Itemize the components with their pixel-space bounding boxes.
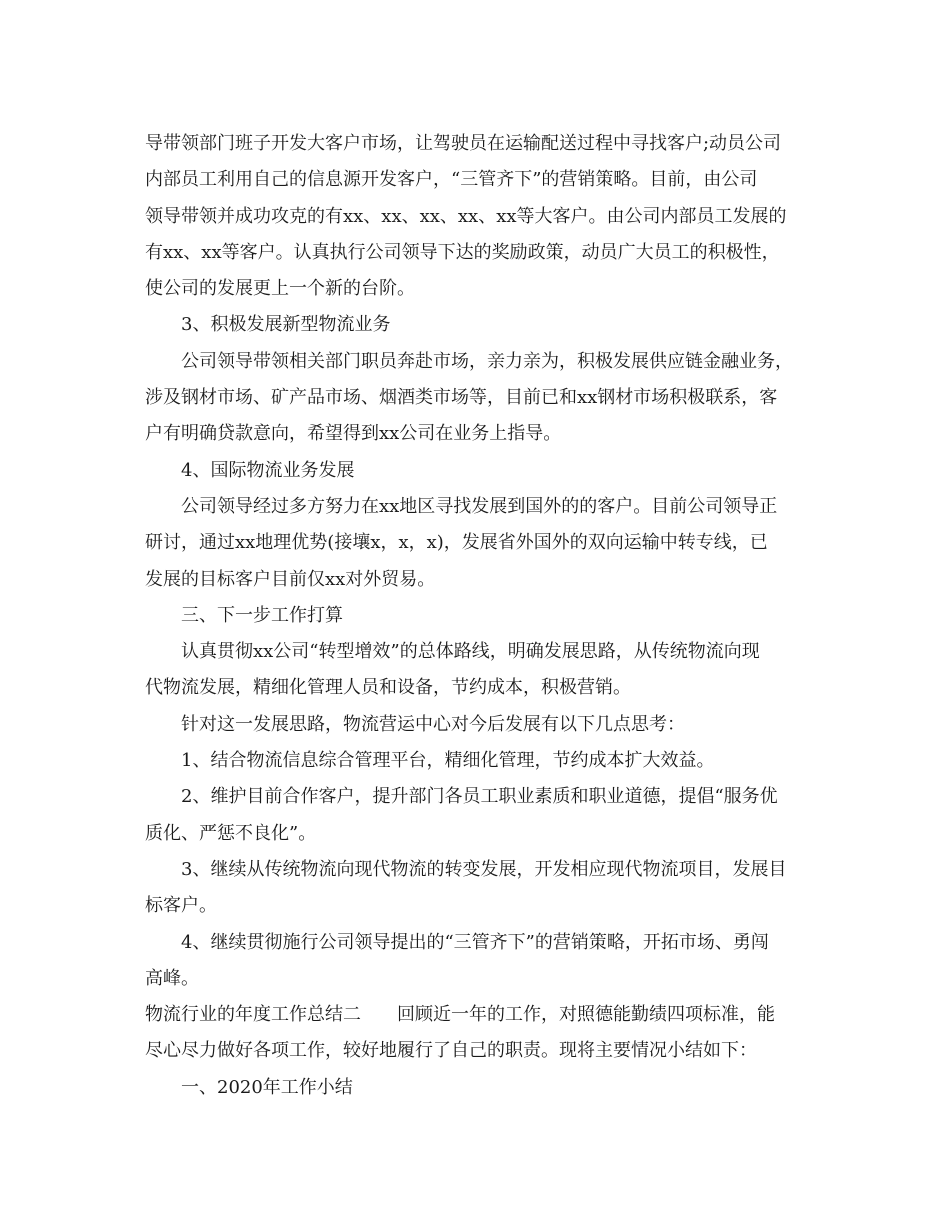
section-heading: 三、下一步工作打算 bbox=[181, 604, 343, 626]
text-line: 户有明确贷款意向，希望得到xx公司在业务上指导。 bbox=[145, 423, 562, 445]
section-heading: 4、国际物流业务发展 bbox=[181, 459, 355, 481]
text-line: 领导带领并成功攻克的有xx、xx、xx、xx、xx等大客户。由公司内部员工发展的 bbox=[145, 205, 787, 227]
text-line: 质化、严惩不良化”。 bbox=[145, 822, 317, 844]
text-line: 研讨，通过xx地理优势(接壤x，x，x)，发展省外国外的双向运输中转专线，已 bbox=[145, 532, 768, 554]
text-line: 尽心尽力做好各项工作，较好地履行了自己的职责。现将主要情况小结如下： bbox=[145, 1040, 757, 1062]
text-line: 导带领部门班子开发大客户市场，让驾驶员在运输配送过程中寻找客户;动员公司 bbox=[145, 133, 782, 154]
text-line: 标客户。 bbox=[145, 895, 217, 917]
text-line: 涉及钢材市场、矿产品市场、烟酒类市场等，目前已和xx钢材市场积极联系，客 bbox=[145, 387, 778, 409]
list-item: 1、结合物流信息综合管理平台，精细化管理，节约成本扩大效益。 bbox=[181, 750, 715, 772]
text-line: 高峰。 bbox=[145, 967, 199, 989]
text-line: 公司领导经过多方努力在xx地区寻找发展到国外的的客户。目前公司领导正 bbox=[181, 495, 778, 517]
text-line: 代物流发展，精细化管理人员和设备，节约成本，积极营销。 bbox=[145, 677, 631, 699]
section-heading: 一、2020年工作小结 bbox=[181, 1076, 353, 1098]
text-line: 使公司的发展更上一个新的台阶。 bbox=[145, 278, 415, 300]
document-subtitle-line: 物流行业的年度工作总结二 回顾近一年的工作，对照德能勤绩四项标准，能 bbox=[145, 1004, 775, 1026]
text-line: 内部员工利用自己的信息源开发客户，“三管齐下”的营销策略。目前，由公司 bbox=[145, 169, 758, 191]
list-item: 4、继续贯彻施行公司领导提出的“三管齐下”的营销策略，开拓市场、勇闯 bbox=[181, 931, 769, 953]
document-body bbox=[145, 126, 810, 1106]
text-line: 公司领导带领相关部门职员奔赴市场，亲力亲为，积极发展供应链金融业务， bbox=[181, 350, 793, 372]
text-line: 认真贯彻xx公司“转型增效”的总体路线，明确发展思路，从传统物流向现 bbox=[181, 641, 760, 663]
section-heading: 3、积极发展新型物流业务 bbox=[181, 314, 391, 336]
text-line: 针对这一发展思路，物流营运中心对今后发展有以下几点思考： bbox=[181, 713, 685, 735]
list-item: 3、继续从传统物流向现代物流的转变发展，开发相应现代物流项目，发展目 bbox=[181, 858, 787, 880]
list-item: 2、维护目前合作客户，提升部门各员工职业素质和职业道德，提倡“服务优 bbox=[181, 786, 778, 808]
text-line: 发展的目标客户目前仅xx对外贸易。 bbox=[145, 568, 436, 590]
text-line: 有xx、xx等客户。认真执行公司领导下达的奖励政策，动员广大员工的积极性， bbox=[145, 241, 780, 263]
